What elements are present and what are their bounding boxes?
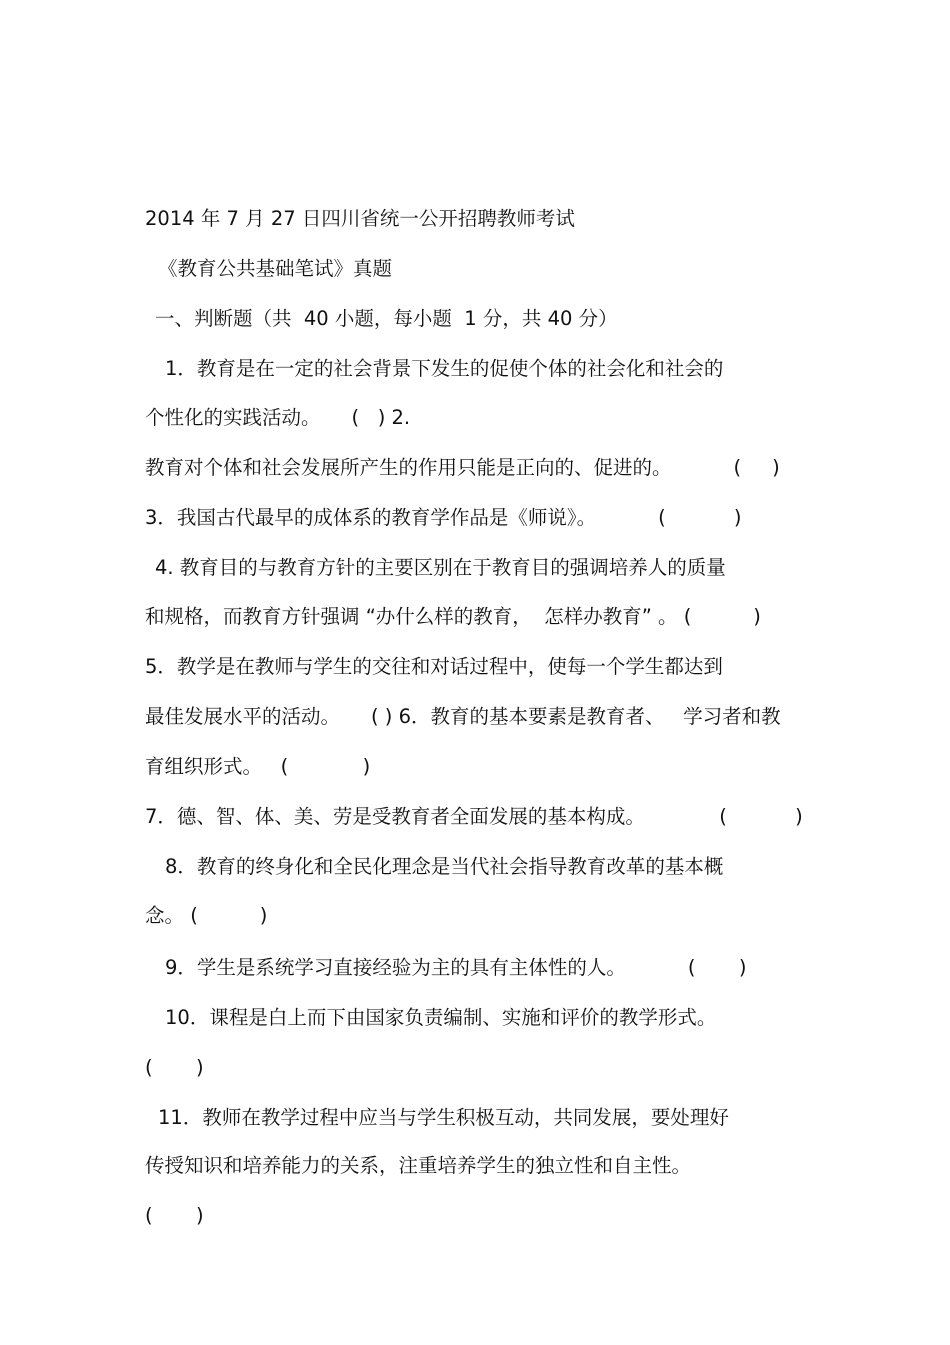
question-line: 念。 ( ) xyxy=(145,904,268,927)
question-line: 育组织形式。 ( ) xyxy=(145,755,371,778)
question-line: ( ) xyxy=(145,1056,204,1079)
question-line: 个性化的实践活动。 ( ) 2. xyxy=(145,406,411,429)
question-line: 11．教师在教学过程中应当与学生积极互动，共同发展，要处理好 xyxy=(158,1106,729,1129)
question-line: 传授知识和培养能力的关系，注重培养学生的独立性和自主性。 xyxy=(145,1154,692,1177)
document-title: 2014 年 7 月 27 日四川省统一公开招聘教师考试 xyxy=(145,207,575,230)
question-line: 教育对个体和社会发展所产生的作用只能是正向的、促进的。 ( ) xyxy=(145,456,780,479)
document-subtitle: 《教育公共基础笔试》真题 xyxy=(158,257,393,280)
question-line: 9．学生是系统学习直接经验为主的具有主体性的人。 ( ) xyxy=(165,956,747,979)
question-line: 最佳发展水平的活动。 ( ) 6．教育的基本要素是教育者、 学习者和教 xyxy=(145,705,781,728)
question-line: ( ) xyxy=(145,1204,204,1227)
section-heading: 一、判断题（共 40 小题，每小题 1 分，共 40 分） xyxy=(155,307,618,330)
question-line: 4. 教育目的与教育方针的主要区别在于教育目的强调培养人的质量 xyxy=(155,556,726,579)
question-line: 5．教学是在教师与学生的交往和对话过程中，使每一个学生都达到 xyxy=(145,655,723,678)
question-line: 7．德、智、体、美、劳是受教育者全面发展的基本构成。 ( ) xyxy=(145,805,803,828)
question-line: 和规格，而教育方针强调 “办什么样的教育， 怎样办教育” 。 ( ) xyxy=(145,605,761,628)
question-line: 8．教育的终身化和全民化理念是当代社会指导教育改革的基本概 xyxy=(165,855,724,878)
question-line: 1．教育是在一定的社会背景下发生的促使个体的社会化和社会的 xyxy=(165,357,724,380)
question-line: 10．课程是白上而下由国家负责编制、实施和评价的教学形式。 xyxy=(165,1006,717,1029)
question-line: 3．我国古代最早的成体系的教育学作品是《师说》。 ( ) xyxy=(145,506,742,529)
